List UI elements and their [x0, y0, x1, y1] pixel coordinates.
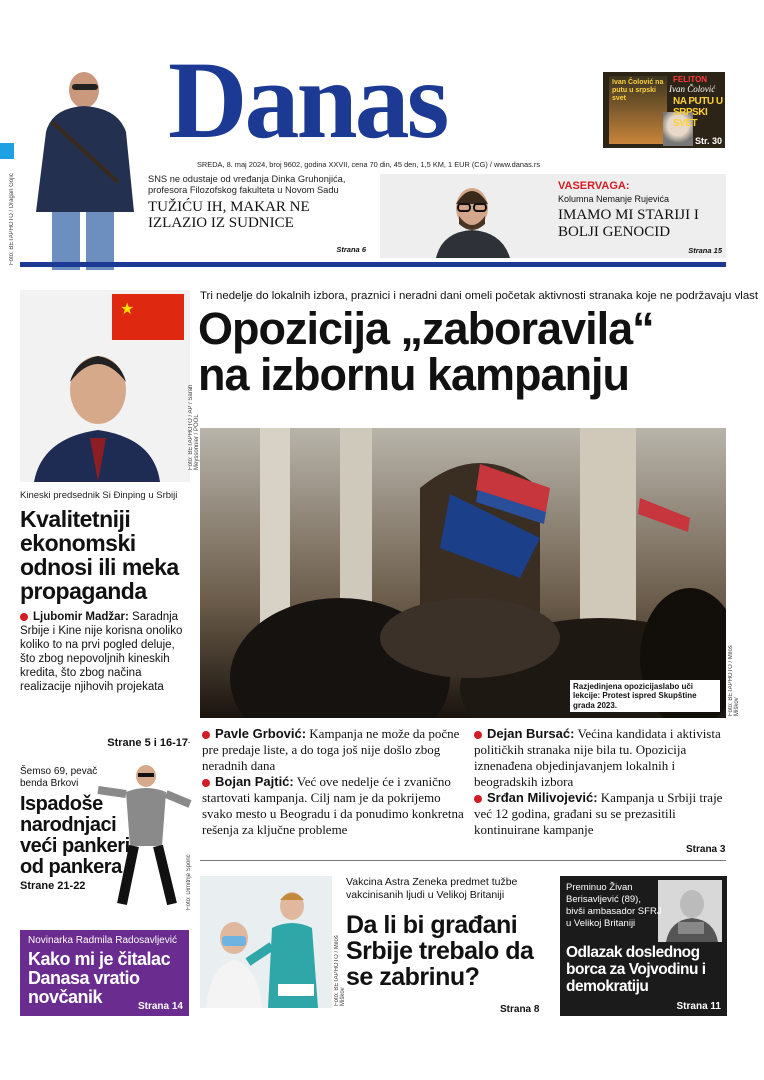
vaccine-headline[interactable]: Da li bi građani Srbije trebalo da se zabrinu? [346, 911, 534, 991]
feliton-page: Str. 30 [694, 136, 722, 146]
vaservaga-box[interactable] [380, 174, 726, 258]
semso-dek: Šemso 69, pevač benda Brkovi [20, 766, 98, 789]
purple-page: Strana 14 [137, 1001, 183, 1012]
semso-page: Strane 21-22 [20, 880, 86, 892]
obit-page: Strana 11 [676, 1001, 721, 1012]
purple-box[interactable] [20, 930, 189, 1016]
lead-quote-name: Pavle Grbović: [202, 726, 306, 741]
lead-quote-right-0 [474, 726, 728, 790]
lead-quotes-left [202, 726, 464, 838]
lead-quote-text: Kampanja u Srbiji traje već 12 godina, građani su se prezasitili kontinuirane kampanje [474, 790, 723, 837]
svg-text:★: ★ [120, 301, 135, 318]
obit-box[interactable] [560, 876, 727, 1016]
feliton-box[interactable] [603, 72, 725, 148]
lead-quote-text: Većina kandidata i aktivista političkih stranaka nije bila tu. Opozicija iznenađena objedinjavanjem lokalnih i beogradskih izbora [474, 726, 721, 789]
vaccine-dek: Vakcina Astra Zeneka predmet tužbe vakcinisanih ljudi u Velikoj Britaniji [346, 876, 518, 901]
semso-story[interactable] [20, 764, 190, 914]
lead-photo[interactable] [200, 428, 726, 718]
vaservaga-columnist-photo [406, 174, 538, 258]
purple-headline: Kako mi je čitalac Danasa vratio novčanik [28, 949, 171, 1007]
lead-quote-left-1 [202, 774, 464, 838]
top-left-story[interactable] [148, 174, 370, 258]
obit-headline: Odlazak doslednog borca za Vojvodinu i demokratiju [566, 944, 706, 995]
lead-quote-left-0 [202, 726, 464, 774]
china-quote [20, 610, 190, 694]
china-quote-name: Ljubomir Madžar: [20, 611, 129, 623]
lead-quote-name: Bojan Pajtić: [202, 774, 294, 789]
logo[interactable]: Danas [168, 39, 447, 161]
lead-quotes-right [474, 726, 728, 838]
lead-page: Strana 3 [686, 844, 726, 855]
lead-quote-right-1 [474, 790, 728, 838]
feliton-title: NA PUTU U SRPSKI SVET [673, 96, 723, 129]
top-left-headline: TUŽIĆU IH, MAKAR NE IZLAZIO IZ SUDNICE [148, 199, 310, 231]
china-page: Strane 5 i 16-17 [20, 737, 188, 749]
vaservaga-page: Strana 15 [688, 246, 722, 255]
obit-dek: Preminuo Živan Berisavljević (89), bivši ambasador SFRJ u Velikoj Britaniji [566, 882, 662, 929]
lead-photo-caption: Razjedinjena opozicijaslabo uči lekcije: Protest ispred Skupštine grada 2023. [570, 680, 720, 713]
lead-side-credit: Foto: BETAPHOTO / AP / Sarah Meyssonnier / POOL [188, 384, 200, 470]
lead-quote-text: Već ove nedelje će i zvanično startovati kampanja. Cilj nam je da pokrijemo svako mesto u Beogradu i da ponudimo konkretna rešenja za ključne probleme [202, 774, 464, 837]
vaservaga-kicker: VASERVAGA: [558, 180, 630, 192]
lead-quote-name: Srđan Milivojević: [474, 790, 598, 805]
china-photo[interactable] [20, 290, 190, 482]
lead-quote-name: Dejan Bursać: [474, 726, 574, 741]
masthead-divider [20, 262, 726, 267]
vaccine-credit: Foto: BETAPHOTO / Miloš Miškov [334, 935, 346, 1006]
masthead-person-photo [22, 62, 144, 270]
vaccine-page: Strana 8 [500, 1004, 540, 1015]
lead-headline[interactable]: Opozicija „zaboravila“ na izbornu kampanju [198, 303, 654, 400]
vaservaga-dek: Kolumna Nemanje Rujevića [558, 194, 670, 204]
feliton-book-text: Ivan Čolović na putu u srpski svet [612, 79, 664, 102]
feliton-book-cover [609, 76, 667, 144]
semso-credit: Foto: Dimitrije Sporić [186, 854, 192, 910]
purple-dek: Novinarka Radmila Radosavljević [28, 935, 177, 946]
vaservaga-headline: IMAMO MI STARIJI I BOLJI GENOCID [558, 207, 699, 240]
china-quote-text: Saradnja Srbije i Kine nije korisna onoliko koliko to na prvi pogled deluje, što zbog nepovoljnih kineskih kredita, što zbog načina realizacije njihovih projekata [20, 611, 183, 693]
china-dek: Kineski predsednik Si Đinping u Srbiji [20, 490, 178, 501]
lead-bottom-divider [200, 860, 726, 861]
top-left-page: Strana 6 [336, 245, 366, 254]
lead-photo-credit: Foto: BETAPHOTO / Miloš Miškov [728, 645, 740, 716]
feliton-author: Ivan Čolović [669, 84, 716, 94]
lead-dek: Tri nedelje do lokalnih izbora, praznici i neradni dani omeli početak aktivnosti stranaka koje ne podržavaju vlast [200, 290, 759, 302]
dateline: SREDA, 8. maj 2024, broj 9602, godina XXVII, cena 70 din, 45 den, 1,5 KM, 1 EUR (CG) / www.danas.rs [197, 160, 541, 169]
top-left-dek: SNS ne odustaje od vređanja Dinka Gruhonjića, profesora Filozofskog fakulteta u Novom Sadu [148, 174, 346, 195]
obit-portrait [658, 880, 722, 942]
china-headline: Kvalitetniji ekonomski odnosi ili meka propaganda [20, 506, 179, 604]
vaccine-photo[interactable] [200, 876, 332, 1008]
china-story[interactable] [20, 490, 190, 694]
lead-quote-text: Kampanja ne može da počne pre predaje liste, a do toga još nije došlo zbog neradnih dana [202, 726, 460, 773]
masthead-photo-credit: Foto: BETAPHOTO / Dragan Gojić [9, 173, 15, 265]
edge-marker [0, 143, 14, 159]
feliton-kicker: FELITON [673, 75, 708, 84]
semso-headline: Ispadoše narodnjaci veći pankeri od pankera [20, 793, 130, 878]
